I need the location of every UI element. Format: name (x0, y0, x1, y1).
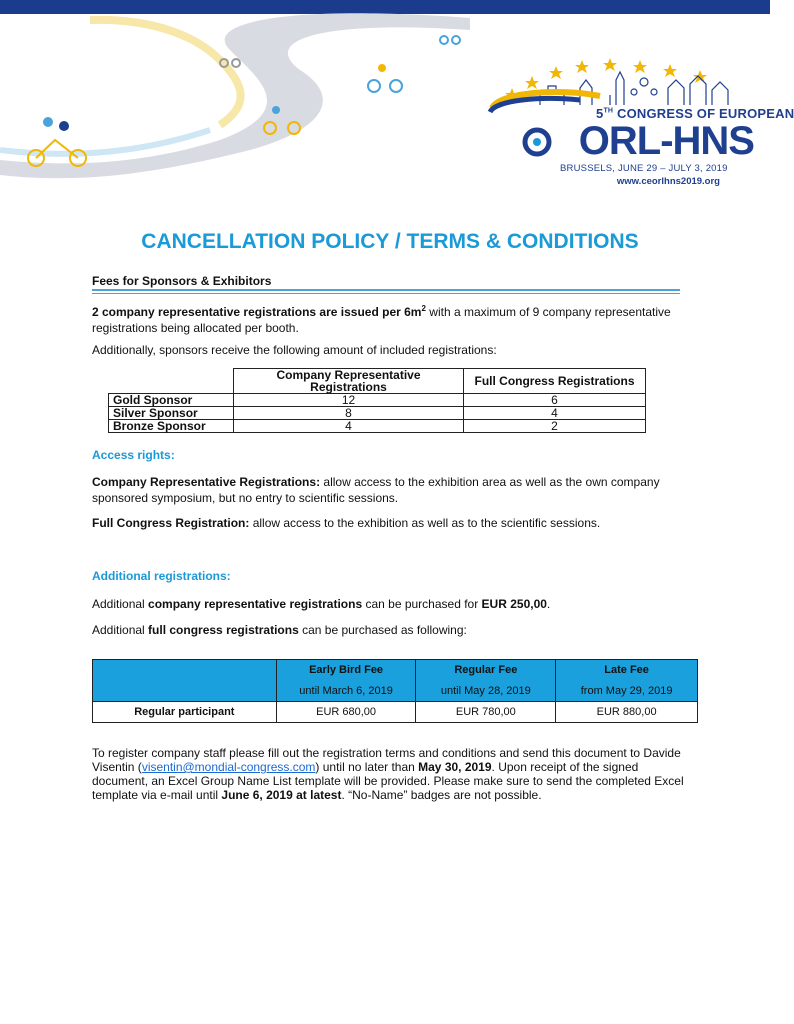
logo-orl-hns: ORL-HNS (578, 119, 754, 163)
congress-logo (0, 0, 794, 200)
fees-paragraph-2: Additionally, sponsors receive the following amount of included registrations: (92, 343, 497, 357)
sponsor-full-count: 6 (464, 394, 646, 407)
fee-price-early: EUR 680,00 (276, 702, 416, 723)
fees-heading: Fees for Sponsors & Exhibitors (92, 274, 272, 288)
heading-rule (92, 289, 680, 291)
sponsor-company-count: 4 (234, 420, 464, 433)
sponsor-label: Gold Sponsor (109, 394, 234, 407)
sponsor-label: Bronze Sponsor (109, 420, 234, 433)
additional-paragraph-2: Additional full congress registrations can be purchased as following: (92, 623, 467, 637)
sponsor-full-count: 2 (464, 420, 646, 433)
heading-rule-thin (92, 293, 680, 294)
logo-location-dates: BRUSSELS, JUNE 29 – JULY 3, 2019 (560, 163, 728, 174)
additional-registrations-heading: Additional registrations: (92, 569, 231, 583)
sponsor-label: Silver Sponsor (109, 407, 234, 420)
table-row (109, 407, 646, 420)
sponsor-company-count: 8 (234, 407, 464, 420)
fee-header-early: Early Bird Fee (276, 660, 416, 681)
fee-date-late: from May 29, 2019 (556, 681, 698, 702)
access-paragraph-1: Company Representative Registrations: allow access to the exhibition area as well as the own company sponsored symposium, but no entry to scientific sessions. (92, 475, 660, 505)
additional-paragraph-1: Additional company representative registrations can be purchased for EUR 250,00. (92, 597, 551, 611)
fee-date-early: until March 6, 2019 (276, 681, 416, 702)
sponsor-table-header-full: Full Congress Registrations (464, 369, 646, 394)
access-rights-heading: Access rights: (92, 448, 175, 462)
fee-header-regular: Regular Fee (416, 660, 556, 681)
sponsor-company-count: 12 (234, 394, 464, 407)
page-title: CANCELLATION POLICY / TERMS & CONDITIONS (141, 230, 639, 253)
logo-congress-name: 5TH CONGRESS OF EUROPEAN (596, 106, 794, 121)
fee-price-regular: EUR 780,00 (416, 702, 556, 723)
fees-paragraph-1: 2 company representative registrations are issued per $6m^2$ with a maximum of 9 company representative registrations being allocated per booth. (92, 304, 671, 335)
table-row (93, 702, 698, 723)
fee-table (92, 659, 698, 723)
fee-date-regular: until May 28, 2019 (416, 681, 556, 702)
table-row (109, 394, 646, 407)
table-row (109, 420, 646, 433)
sponsor-table-header-company: Company Representative Registrations (234, 369, 464, 394)
sponsor-registrations-table (108, 368, 646, 433)
sponsor-full-count: 4 (464, 407, 646, 420)
fee-row-label: Regular participant (93, 702, 277, 723)
logo-website[interactable]: www.ceorlhns2019.org (616, 176, 720, 187)
contact-email-link[interactable]: visentin@mondial-congress.com (141, 760, 316, 774)
fee-header-late: Late Fee (556, 660, 698, 681)
fee-price-late: EUR 880,00 (556, 702, 698, 723)
closing-paragraph: To register company staff please fill out the registration terms and conditions and send this document to Davide Visentin (visentin@mondial-congress.com) until no later than May 30, 2019. Upon receipt of the signed document, an Excel Group Name List template will be provided. Please make sure to send the completed Excel template via e-mail until June 6, 2019 at latest. “No-Name” badges are not possible. (92, 746, 684, 802)
access-paragraph-2: Full Congress Registration: allow access to the exhibition as well as to the scientific sessions. (92, 516, 601, 530)
